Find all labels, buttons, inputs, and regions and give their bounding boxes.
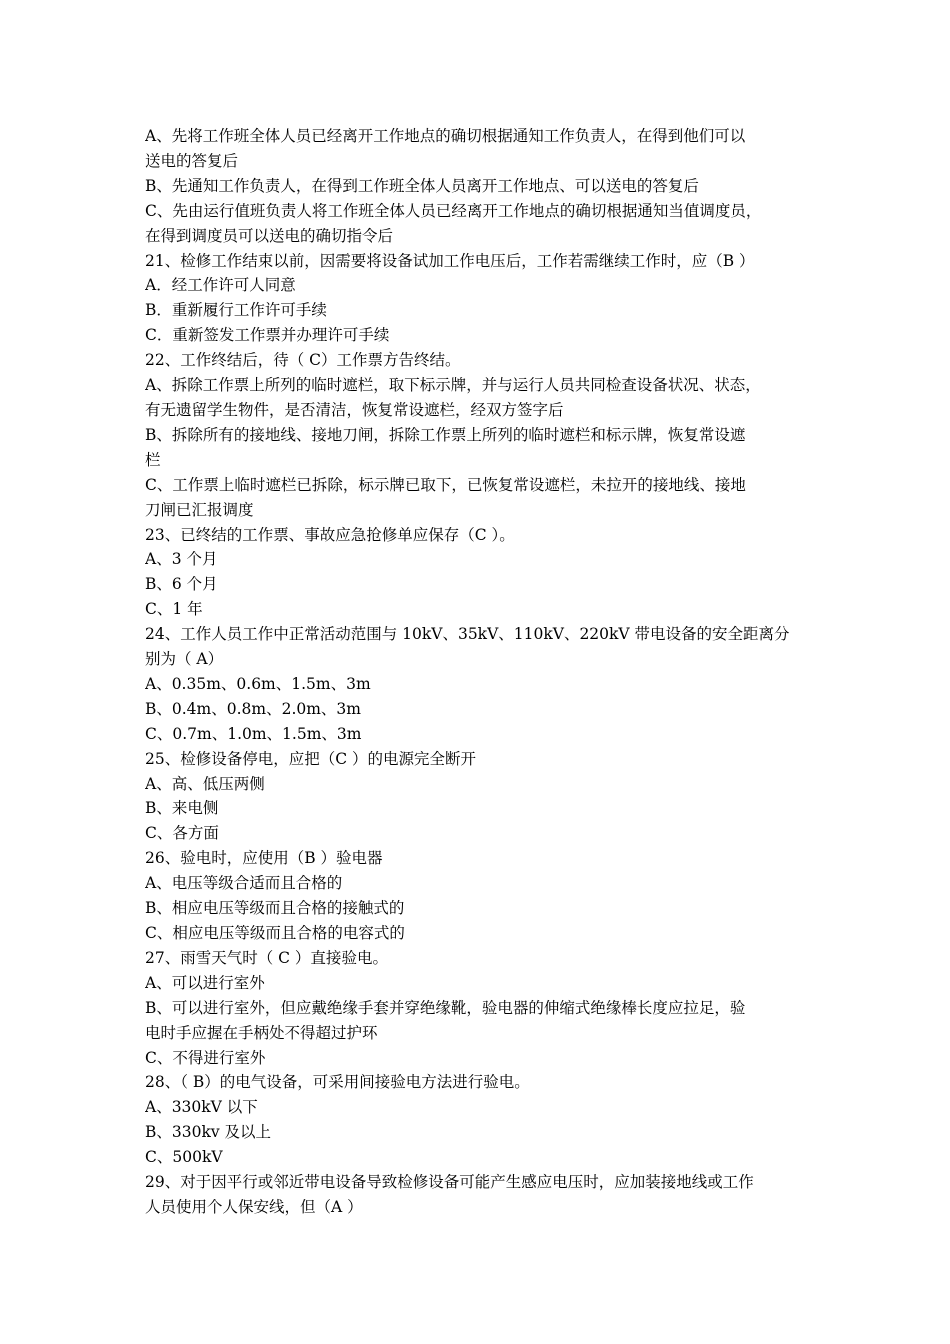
text-line: B、6 个月 [145,575,218,594]
question-22: 22、工作终结后，待（ C）工作票方告终结。 [145,351,461,370]
text-line: C、各方面 [145,824,219,843]
text-line: A、3 个月 [145,550,218,569]
text-line: C．重新签发工作票并办理许可手续 [145,326,390,345]
text-line: 电时手应握在手柄处不得超过护环 [145,1023,378,1042]
text-line: 刀闸已汇报调度 [145,500,254,519]
text-line: C、不得进行室外 [145,1048,266,1067]
question-25: 25、检修设备停电，应把（C ）的电源完全断开 [145,749,477,768]
text-line: 栏 [145,450,161,469]
text-line: A、可以进行室外 [145,973,265,992]
text-line: 有无遗留学生物件，是否清洁，恢复常设遮栏，经双方签字后 [145,400,564,419]
text-line: 人员使用个人保安线，但（A ） [145,1197,363,1216]
text-line: B、相应电压等级而且合格的接触式的 [145,899,405,918]
question-24: 24、工作人员工作中正常活动范围与 10kV、35kV、110kV、220kV 带电设备的安全距离分 [145,625,790,644]
text-line: C、1 年 [145,600,203,619]
question-26: 26、验电时，应使用（B ）验电器 [145,849,383,868]
text-line: C、500kV [145,1148,223,1167]
question-28: 28、（ B）的电气设备，可采用间接验电方法进行验电。 [145,1073,530,1092]
text-line: A、电压等级合适而且合格的 [145,874,343,893]
text-line: C、工作票上临时遮栏已拆除，标示牌已取下，已恢复常设遮栏，未拉开的接地线、接地 [145,475,746,494]
question-23: 23、已终结的工作票、事故应急抢修单应保存（C ）。 [145,525,515,544]
text-line: A、0.35m、0.6m、1.5m、3m [145,674,371,693]
text-line: B、来电侧 [145,799,219,818]
text-line: C、0.7m、1.0m、1.5m、3m [145,724,362,743]
text-line: C、相应电压等级而且合格的电容式的 [145,924,405,942]
text-line: A、高、低压两侧 [145,774,265,793]
text-line: 别为（ A） [145,650,224,669]
document-body [145,124,820,1220]
text-line: 送电的答复后 [145,151,239,170]
question-27: 27、雨雪天气时（ C ）直接验电。 [145,948,388,967]
text-line: B．重新履行工作许可手续 [145,301,327,320]
text-line: C、先由运行值班负责人将工作班全体人员已经离开工作地点的确切根据通知当值调度员， [145,201,762,220]
text-line: B、拆除所有的接地线、接地刀闸，拆除工作票上所列的临时遮栏和标示牌，恢复常设遮 [145,425,746,444]
text-line: A、拆除工作票上所列的临时遮栏，取下标示牌，并与运行人员共同检查设备状况、状态， [145,376,761,395]
text-line: A、330kV 以下 [145,1098,258,1117]
question-21: 21、检修工作结束以前，因需要将设备试加工作电压后，工作若需继续工作时，应（B ） [145,251,755,270]
text-line: B、0.4m、0.8m、2.0m、3m [145,699,361,718]
text-line: B、可以进行室外，但应戴绝缘手套并穿绝缘靴，验电器的伸缩式绝缘棒长度应拉足，验 [145,998,746,1017]
text-line: A．经工作许可人同意 [145,276,296,295]
text-line: A、先将工作班全体人员已经离开工作地点的确切根据通知工作负责人，在得到他们可以 [145,127,746,145]
text-line: 在得到调度员可以送电的确切指令后 [145,226,394,245]
text-line: B、先通知工作负责人，在得到工作班全体人员离开工作地点、可以送电的答复后 [145,176,699,195]
question-29: 29、对于因平行或邻近带电设备导致检修设备可能产生感应电压时，应加装接地线或工作 [145,1173,754,1192]
text-line: B、330kv 及以上 [145,1123,272,1142]
